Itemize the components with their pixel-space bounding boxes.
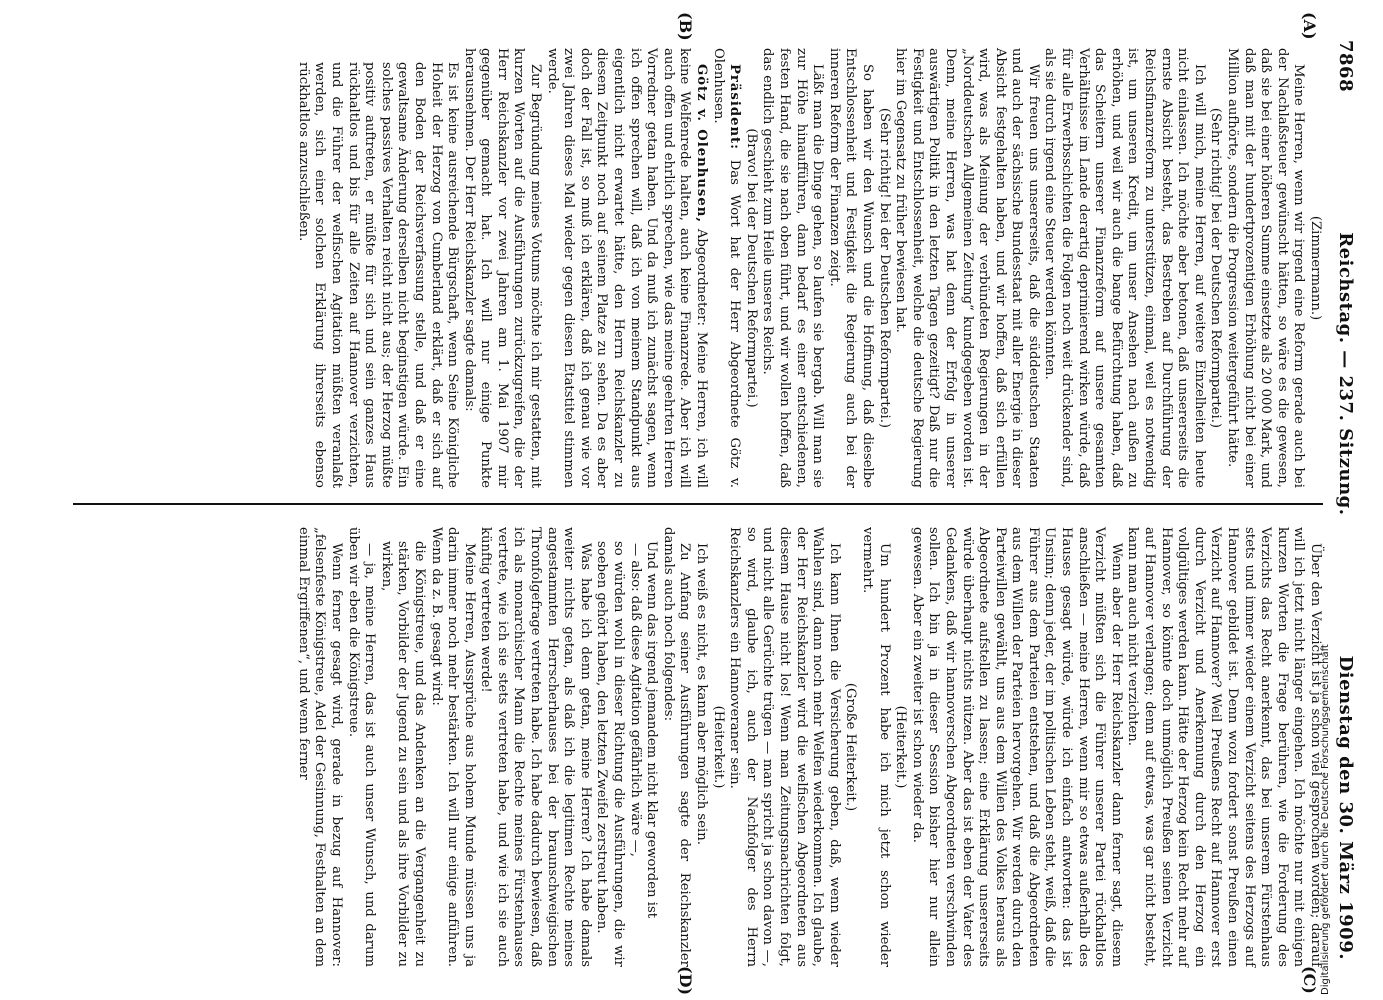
paragraph: Zur Begründung meines Votums möchte ich mir gestatten, mit kurzen Worten auf die Ausführungen zurückzugreifen, die der Herr Reichskanzler vor zwei Jahren am 1. Mai 1907 mir gegenüber gemacht hat. Ich will nur einige Punkte herausnehmen. Der Herr Reichskanzler sagte damals: bbox=[461, 48, 544, 488]
column-divider bbox=[73, 503, 1323, 505]
speaker-running-head: (Zimmermann.) bbox=[1308, 215, 1323, 321]
paragraph: Läßt man die Dinge gehen, so laufen sie bergab. Will man sie zur Höhe hinaufführen, dann bedarf es einer entschiedenen, festen Hand, die sie nach oben führt, und wir wollen hoffen, daß das endlich geschieht zum Heile unseres Reichs. bbox=[760, 48, 826, 488]
marker-a: (A) bbox=[1300, 12, 1319, 40]
interjection: (Große Heiterkeit.) bbox=[843, 682, 859, 812]
interjection: (Bravo! bei der Deutschen Reformpartei.) bbox=[743, 128, 759, 408]
interjection: (Heiterkeit.) bbox=[710, 705, 726, 789]
quotation: Und wenn das irgend jemandem nicht klar geworden ist bbox=[644, 541, 660, 919]
paragraph: — ja, meine Herren, das ist auch unser Wunsch, und darum üben wir eben die Königstreue. bbox=[345, 527, 378, 967]
paragraph: Wenn ferner gesagt wird, gerade in bezug auf Hannover: „felsenfeste Königstreue, Adel der Gesinnung, Festhalten an dem einmal Ergriffenen“, und wenn ferner bbox=[295, 527, 344, 967]
paragraph: So haben wir den Wunsch und die Hoffnung, daß dieselbe Entschlossenheit und Festigkeit die Regierung auch bei der inneren Reform der Finanzen zeigt. bbox=[826, 48, 875, 488]
quotation: so würden wohl in dieser Richtung die Ausführungen, die wir soeben gehört haben, den letzten Zweifel zerstreut haben. bbox=[594, 541, 627, 967]
paragraph: Um hundert Prozent habe ich mich jetzt schon wieder vermehrt. bbox=[859, 527, 892, 967]
paragraph-text: Abgeordneter: Meine Herren, ich will keine Welfenrede halten, auch keine Finanzrede. Aber ich will auch offen und ehrlich sprechen, wie das meine geehrten Herren Vorredner getan haben. Und da muß ich zunächst sagen, wenn ich offen sprechen will, daß ich von meinem Standpunkt aus eigentlich nicht erwartet hätte, den Herrn Reichskanzler zu diesem Zeitpunkt noch auf seinem Platze zu sehen. Da es aber doch der Fall ist, so muß ich erklären, daß ich genau wie vor zwei Jahren dieses Mal wieder gegen diesen Etatstitel stimmen werde. bbox=[544, 48, 710, 488]
quotation: die Königstreue, und das Andenken an die Vergangenheit zu stärken, Vorbilder der Jugend zu sein und als ihre Vorbilder zu wirken, bbox=[378, 541, 427, 967]
paragraph: Wenn aber der Herr Reichskanzler dann ferner sagt, diesem Verzicht müßten sich die Führer unserer Partei rückhaltlos anschließen — meine Herren, wenn mir so etwas außerhalb des Hauses gesagt würde, würde ich einfach antworten: das ist Unsinn; denn jeder, der im politischen Leben steht, weiß, daß die Führer aus dem Parteien entstehen, und daß die Abgeordneten aus dem Willen der Parteien hervorgehen. Wir werden durch den Parteiwillen gewählt, uns aus dem Willen des Volkes heraus als Abgeordnete aufstellen zu lassen; eine Erklärung unsererseits würde überhaupt nichts nützen. Aber das ist eben der Vater des Gedankens, daß wir hannoverschen Abgeordneten verschwinden sollen. Ich bin ja in dieser Session bisher hier nur allein gewesen. Aber ein zweiter ist schon wieder da. bbox=[909, 527, 1124, 967]
right-column bbox=[294, 527, 1323, 967]
paragraph: — also: daß diese Agitation gefährlich wäre —, bbox=[627, 543, 643, 857]
paragraph-text: Das Wort hat der Herr Abgeordnete Götz v. Olenhusen. bbox=[710, 48, 743, 488]
marker-b: (B) bbox=[676, 12, 695, 41]
paragraph: Meine Herren, Aussprüche aus hohem Munde müssen uns ja darin immer noch mehr bestärken. Ich will nur einige anführen. Wenn da z. B. gesagt wird: bbox=[428, 527, 477, 967]
interjection: (Heiterkeit.) bbox=[893, 705, 909, 789]
paragraph: Ich kann Ihnen die Versicherung geben, daß, wenn wieder Wahlen sind, dann noch mehr Welfen wiederkommen. Ich glaube, der Herr Reichskanzler wird die welfischen Abgeordneten aus diesem Hause nicht los! Wenn man Zeitungsnachrichten folgt, und nicht alle Gerüchte trügen — man spricht ja schon davon —, so wird, glaube ich, auch der Nachfolger des Herrn Reichskanzlers ein Hannoveraner sein. bbox=[727, 527, 842, 967]
page-date: Dienstag den 30. März 1909. bbox=[1335, 655, 1357, 960]
paragraph-speech bbox=[543, 48, 709, 488]
marker-c: (C) bbox=[1300, 966, 1319, 994]
page-header bbox=[1331, 40, 1361, 960]
paragraph: Über den Verzicht ist ja schon viel gesprochen worden; darauf will ich jetzt nicht länger eingehen. Ich möchte nur mit einigen kurzen Worten die Frage berühren, wie die Forderung des Verzichts das Recht anerkennt, das bei unserem Fürstenhaus stets und immer wieder einem Verzicht seitens des Herzogs auf Hannover gebildet ist. Denn wozu fordert sonst Preußen einen Verzicht auf Hannover? Weil Preußens Recht auf Hannover erst durch Verzicht und Anerkennung durch den Herzog ein vollgültiges werden kann. Hätte der Herzog kein Recht mehr auf Hannover, so könnte doch unmöglich Preußen seinen Verzicht auf Hannover verlangen; denn auf etwas, was gar nicht besteht, kann man auch nicht verzichten. bbox=[1125, 527, 1323, 967]
speaker-name: Präsident: bbox=[727, 64, 743, 151]
marker-d: (D) bbox=[676, 966, 695, 996]
paragraph: Was habe ich denn getan, meine Herren? Ich habe damals weiter nichts getan, als daß ich die legitimen Rechte meines angestammten Herrscherhauses bei der braunschweigischen Thronfolgefrage vertreten habe. Ich habe dadurch bewiesen, daß ich als monarchischer Mann die Rechte meines Fürstenhauses vertrete, wie ich sie stets vertreten habe, und wie ich sie auch künftig vertreten werde! bbox=[478, 527, 593, 967]
left-column bbox=[294, 48, 1323, 488]
paragraph: Ich weiß es nicht, es kann aber möglich sein. bbox=[694, 543, 710, 845]
interjection: (Sehr richtig! bei der Deutschen Reformpartei.) bbox=[876, 107, 892, 429]
paragraph: Wir freuen uns unsererseits, daß die süddeutschen Staaten und auch der sächsische Bundesstaat mit aller Energie in dieser Absicht festgehalten haben, und wir hoffen, daß sich erfüllen wird, was als Meinung der verbündeten Regierungen in der „Norddeutschen Allgemeinen Zeitung“ kundgegeben worden ist. Denn, meine Herren, was hat denn der Erfolg in unserer auswärtigen Politik in den letzten Tagen gezeitigt? Daß nur die Festigkeit und Entschlossenheit, welche die deutsche Regierung hier im Gegensatz zu früher bewiesen hat. bbox=[893, 48, 1041, 488]
interjection: (Sehr richtig! bei der Deutschen Reformpartei.) bbox=[1208, 107, 1224, 429]
page-number: 7868 bbox=[1335, 40, 1357, 93]
speaker-name: Götz v. Olenhusen, bbox=[694, 64, 710, 223]
paragraph: Ich will mich, meine Herren, auf weitere Einzelheiten heute nicht einlassen. Ich möchte aber betonen, daß unsererseits die ernste Absicht besteht, das Bestreben auf Durchführung der Reichsfinanzreform zu unterstützen, einmal, weil es notwendig ist, um unseren Kredit, um unser Ansehen nach außen zu erhöhen, und weil wir auch die bange Befürchtung haben, daß das Scheitern unserer Finanzreform auf unsere gesamten Verhältnisse im Lande derartig deprimierend wirken würde, daß für alle Erwerbsschichten die Folgen noch weit drückender sind, als sie durch irgend eine Steuer werden könnten. bbox=[1042, 48, 1207, 488]
paragraph: Meine Herren, wenn wir irgend eine Reform gerade auch bei der Nachlaßsteuer gewünscht hätten, so wäre es die gewesen, daß sie bei einer höheren Summe einsetzte als 20 000 Mark, und daß man mit der hundertprozentigen Erhöhung nicht bei einer Million aufhörte, sondern die Progression weitergeführt hätte. bbox=[1225, 48, 1307, 488]
paragraph-president bbox=[709, 48, 742, 488]
paragraph: Zu Anfang seiner Ausführungen sagte der Reichskanzler damals auch noch folgendes: bbox=[660, 527, 693, 967]
page-title: Reichstag. — 237. Sitzung. bbox=[1335, 232, 1357, 516]
digitization-credit: Digitalisierung gefördert durch die Deutsche Forschungsgemeinschaft bbox=[1320, 644, 1331, 995]
quotation: Es ist keine ausreichende Bürgschaft, wenn Seine Königliche Hoheit der Herzog von Cumberland erklärt, daß er sich auf den Boden der Reichsverfassung stelle, und daß er eine gewaltsame Änderung derselben nicht beginstigen würde. Ein solches passives Verhalten reicht nicht aus; der Herzog müßte positiv auftreten, er müßte für sich und sein ganzes Haus rückhaltlos und bis für alle Zeiten auf Hannover verzichten, und die Führer der welfischen Agitation müßten veranlaßt werden, sich einer solchen Erklärung ihrerseits ebenso rückhaltlos anzuschließen. bbox=[295, 62, 461, 488]
